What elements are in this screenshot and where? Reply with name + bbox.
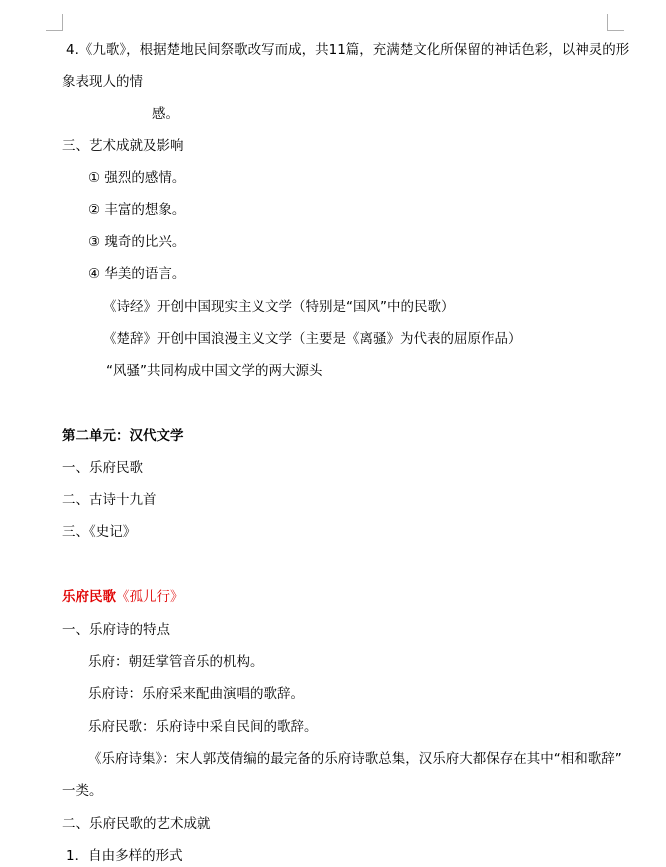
paragraph: “风骚”共同构成中国文学的两大源头	[106, 363, 323, 379]
heading-bold-part: 乐府民歌	[62, 589, 116, 605]
list-item: 一、乐府民歌	[62, 460, 143, 476]
paragraph: 一类。	[62, 783, 103, 799]
paragraph: 《乐府诗集》：宋人郭茂倩编的最完备的乐府诗歌总集，汉乐府大都保存在其中“相和歌辞”	[88, 751, 622, 767]
heading: 一、乐府诗的特点	[62, 622, 170, 638]
paragraph: 象表现人的情	[62, 74, 143, 90]
heading-title-part: 《孤儿行》	[116, 589, 184, 605]
margin-corner-top-left	[46, 14, 63, 31]
paragraph: 乐府：朝廷掌管音乐的机构。	[88, 654, 264, 670]
list-item: ④ 华美的语言。	[88, 266, 186, 282]
margin-corner-top-right	[607, 14, 624, 31]
list-item: 二、古诗十九首	[62, 492, 157, 508]
paragraph: 《楚辞》开创中国浪漫主义文学（主要是《离骚》为代表的屈原作品）	[103, 331, 522, 347]
paragraph: 乐府诗：乐府采来配曲演唱的歌辞。	[88, 686, 304, 702]
paragraph: 乐府民歌：乐府诗中采自民间的歌辞。	[88, 719, 318, 735]
list-item: 三、《史记》	[62, 524, 137, 540]
paragraph: 4.《九歌》，根据楚地民间祭歌改写而成，共11篇，充满楚文化所保留的神话色彩，以神灵的形	[66, 42, 630, 58]
paragraph: 《诗经》开创中国现实主义文学（特别是“国风”中的民歌）	[103, 299, 455, 315]
list-item: ① 强烈的感情。	[88, 170, 186, 186]
heading: 三、艺术成就及影响	[62, 138, 184, 154]
heading: 二、乐府民歌的艺术成就	[62, 816, 211, 832]
list-item: 1．自由多样的形式	[66, 848, 183, 864]
red-heading	[62, 588, 184, 606]
list-item: ② 丰富的想象。	[88, 202, 186, 218]
section-heading: 第二单元：汉代文学	[62, 428, 184, 444]
list-item: ③ 瑰奇的比兴。	[88, 234, 186, 250]
paragraph: 感。	[152, 106, 179, 122]
